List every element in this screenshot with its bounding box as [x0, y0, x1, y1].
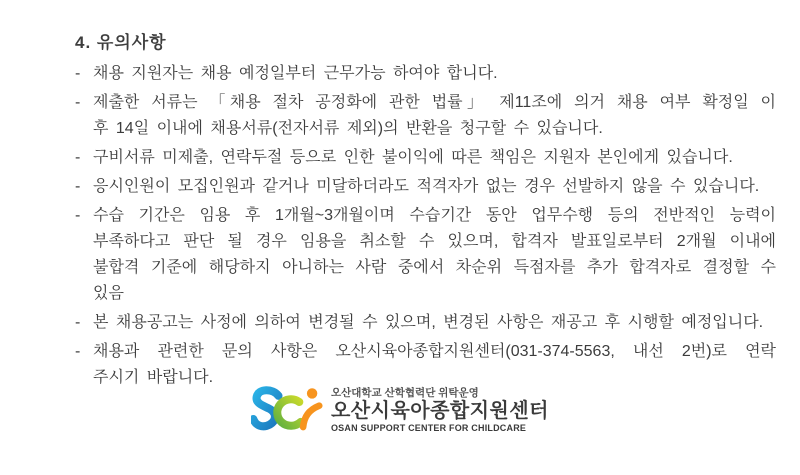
- notice-item: [75, 145, 776, 171]
- logo-c-shape: [277, 399, 300, 426]
- notice-section: [75, 30, 776, 391]
- org-logo-mark-icon: [251, 385, 323, 435]
- notice-line: 후 14일 이내에 채용서류(전자서류 제외)의 반환을 청구할 수 있습니다.: [93, 120, 603, 137]
- notice-item: [75, 203, 776, 307]
- logo-dot: [307, 388, 317, 398]
- logo-tagline: 오산대학교 산학협력단 위탁운영: [330, 387, 479, 399]
- org-logo: [0, 385, 800, 435]
- section-title: 4. 유의사항: [75, 33, 167, 52]
- notice-item: [75, 90, 776, 142]
- notice-line: 본 채용공고는 사정에 의하여 변경될 수 있으며, 변경된 사항은 재공고 후 시행할 예정입니다.: [93, 314, 764, 331]
- notice-line: 제출한 서류는 「채용 절차 공정화에 관한 법률」 제11조에 의거 채용 여부 확정일 이: [93, 94, 776, 111]
- notice-item: [75, 310, 776, 336]
- logo-org-name: 오산시육아종합지원센터: [330, 400, 550, 422]
- notice-item: [75, 174, 776, 200]
- logo-org-name-english: OSAN SUPPORT CENTER FOR CHILDCARE: [330, 423, 527, 433]
- notice-line: 채용 지원자는 채용 예정일부터 근무가능 하여야 합니다.: [93, 65, 498, 82]
- bullet-dash: -: [75, 343, 81, 360]
- bullet-dash: -: [75, 149, 81, 166]
- notice-line: 수습 기간은 임용 후 1개월~3개월이며 수습기간 동안 업무수행 등의 전반적인 능력이: [93, 207, 776, 224]
- notice-line: 불합격 기준에 해당하지 아니하는 사람 중에서 차순위 득점자를 추가 합격자로 결정할 수: [93, 259, 776, 276]
- notice-item: [75, 61, 776, 87]
- notice-line: 구비서류 미제출, 연락두절 등으로 인한 불이익에 따른 책임은 지원자 본인에게 있습니다.: [93, 149, 733, 166]
- notice-line: 부족하다고 판단 될 경우 임용을 취소할 수 있으며, 합격자 발표일로부터 2개월 이내에: [93, 233, 776, 250]
- notice-line: 주시기 바랍니다.: [93, 369, 214, 386]
- notice-line: 응시인원이 모집인원과 같거나 미달하더라도 적격자가 없는 경우 선발하지 않을 수 있습니다.: [93, 178, 760, 195]
- notice-line: 있음: [93, 285, 124, 302]
- bullet-dash: -: [75, 178, 81, 195]
- notice-line: 채용과 관련한 문의 사항은 오산시육아종합지원센터(031-374-5563, 내선 2번)로 연락: [93, 343, 776, 360]
- notice-item: [75, 339, 776, 391]
- logo-figure-shape: [303, 406, 319, 427]
- bullet-dash: -: [75, 314, 81, 331]
- bullet-dash: -: [75, 94, 81, 111]
- bullet-dash: -: [75, 65, 81, 82]
- bullet-dash: -: [75, 207, 81, 224]
